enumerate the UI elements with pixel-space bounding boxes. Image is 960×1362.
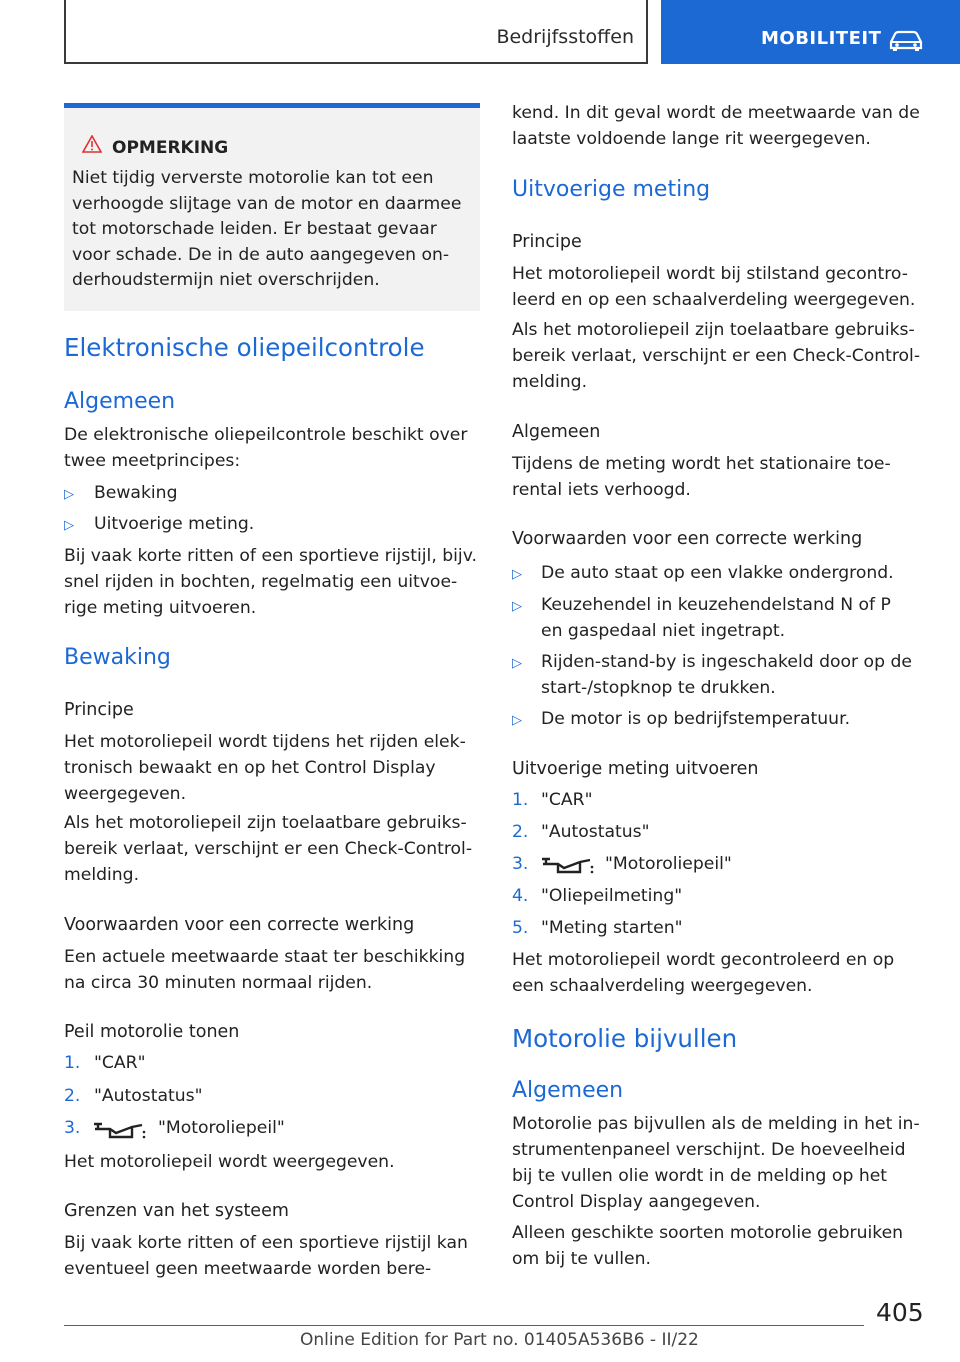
paragraph-line: snel rijden in bochten, regelmatig een uitvoe- — [64, 572, 458, 592]
bullet-marker: ▷ — [64, 487, 74, 502]
subheading-uitvoeren: Uitvoerige meting uitvoeren — [512, 759, 759, 779]
paragraph-line: Het motoroliepeil wordt tijdens het rijden elek- — [64, 732, 466, 752]
subheading-voorwaarden: Voorwaarden voor een correcte werking — [512, 529, 863, 549]
paragraph-line: rental iets verhoogd. — [512, 480, 691, 500]
section-title-oil-control: Elektronische oliepeilcontrole — [64, 333, 425, 362]
header-chapter-box — [661, 0, 960, 64]
paragraph-line: Een actuele meetwaarde staat ter beschikking — [64, 947, 466, 967]
step-text: "Autostatus" — [94, 1086, 203, 1106]
paragraph-line: Tijdens de meting wordt het stationaire toe- — [512, 454, 891, 474]
paragraph-line: Control Display aangegeven. — [512, 1192, 761, 1212]
step-text: "Motoroliepeil" — [158, 1118, 285, 1138]
subheading-principe: Principe — [512, 232, 582, 252]
step-number: 1. — [512, 790, 529, 810]
bullet-marker: ▷ — [512, 713, 522, 728]
paragraph-line: Het motoroliepeil wordt weergegeven. — [64, 1152, 395, 1172]
heading-uitvoerige-meting: Uitvoerige meting — [512, 177, 711, 202]
car-icon — [887, 28, 925, 52]
paragraph-line: kend. In dit geval wordt de meetwaarde van de — [512, 103, 920, 123]
list-item-cont: start-/stopknop te drukken. — [541, 678, 776, 698]
step-text: "Motoroliepeil" — [605, 854, 732, 874]
subheading-principe: Principe — [64, 700, 134, 720]
header-section-box — [64, 0, 648, 64]
paragraph-line: bij te vullen olie wordt in de melding op het — [512, 1166, 888, 1186]
paragraph-line: melding. — [64, 865, 140, 885]
list-item: De motor is op bedrijfstemperatuur. — [541, 709, 851, 729]
list-item: Bewaking — [94, 483, 178, 503]
header-section-label: Bedrijfsstoffen — [496, 26, 634, 48]
step-text: "Oliepeilmeting" — [541, 886, 683, 906]
paragraph-line: om bij te vullen. — [512, 1249, 651, 1269]
oil-can-icon — [92, 1120, 148, 1140]
header-chapter-label: MOBILITEIT — [761, 28, 882, 49]
bullet-marker: ▷ — [512, 599, 522, 614]
step-number: 3. — [64, 1118, 81, 1138]
oil-can-icon — [540, 855, 596, 875]
paragraph-line: laatste voldoende lange rit weergegeven. — [512, 129, 871, 149]
warning-icon — [82, 135, 102, 153]
paragraph-line: Alleen geschikte soorten motorolie gebruiken — [512, 1223, 904, 1243]
paragraph-line: Bij vaak korte ritten of een sportieve rijstijl, bijv. — [64, 546, 478, 566]
list-item: Uitvoerige meting. — [94, 514, 255, 534]
paragraph-line: bereik verlaat, verschijnt er een Check-Control- — [64, 839, 473, 859]
paragraph-line: melding. — [512, 372, 588, 392]
paragraph-line: na circa 30 minuten normaal rijden. — [64, 973, 373, 993]
list-item-cont: en gaspedaal niet ingetrapt. — [541, 621, 786, 641]
paragraph-line: twee meetprincipes: — [64, 451, 241, 471]
heading-algemeen: Algemeen — [512, 1078, 624, 1103]
heading-bewaking: Bewaking — [64, 645, 171, 670]
footer-edition: Online Edition for Part no. 01405A536B6 - II/22 — [300, 1330, 699, 1350]
step-text: "Autostatus" — [541, 822, 650, 842]
list-item: De auto staat op een vlakke ondergrond. — [541, 563, 894, 583]
subheading-voorwaarden: Voorwaarden voor een correcte werking — [64, 915, 415, 935]
paragraph-line: eventueel geen meetwaarde worden bere- — [64, 1259, 432, 1279]
paragraph-line: leerd en op een schaalverdeling weergegeven. — [512, 290, 916, 310]
bullet-marker: ▷ — [64, 518, 74, 533]
paragraph-line: Het motoroliepeil wordt bij stilstand gecontro- — [512, 264, 908, 284]
heading-algemeen: Algemeen — [64, 389, 176, 414]
step-number: 3. — [512, 854, 529, 874]
paragraph-line: Motorolie pas bijvullen als de melding in het in- — [512, 1114, 920, 1134]
section-title-bijvullen: Motorolie bijvullen — [512, 1024, 738, 1053]
page-number: 405 — [876, 1298, 924, 1327]
paragraph-line: rige meting uitvoeren. — [64, 598, 257, 618]
paragraph-line: weergegeven. — [64, 784, 187, 804]
paragraph-line: bereik verlaat, verschijnt er een Check-Control- — [512, 346, 921, 366]
bullet-marker: ▷ — [512, 656, 522, 671]
step-number: 2. — [512, 822, 529, 842]
paragraph-line: Het motoroliepeil wordt gecontroleerd en op — [512, 950, 895, 970]
step-text: "CAR" — [94, 1053, 146, 1073]
step-text: "Meting starten" — [541, 918, 683, 938]
paragraph-line: strumentenpaneel verschijnt. De hoeveelheid — [512, 1140, 906, 1160]
paragraph-line: een schaalverdeling weergegeven. — [512, 976, 813, 996]
list-item: Rijden-stand-by is ingeschakeld door op de — [541, 652, 912, 672]
paragraph-line: Bij vaak korte ritten of een sportieve rijstijl kan — [64, 1233, 468, 1253]
note-box — [64, 103, 480, 311]
step-number: 5. — [512, 918, 529, 938]
step-number: 4. — [512, 886, 529, 906]
bullet-marker: ▷ — [512, 567, 522, 582]
note-text: Niet tijdig ververste motorolie kan tot een verhoogde slijtage van de motor en daarmee tot motorschade leiden. Er bestaat gevaar voor schade. De in de auto aangegeven on-derhoudstermijn niet overschrijden. — [72, 168, 462, 290]
list-item: Keuzehendel in keuzehendelstand N of P — [541, 595, 891, 615]
subheading-grenzen: Grenzen van het systeem — [64, 1201, 289, 1221]
step-text: "CAR" — [541, 790, 593, 810]
paragraph-line: De elektronische oliepeilcontrole beschikt over — [64, 425, 468, 445]
step-number: 2. — [64, 1086, 81, 1106]
paragraph-line: Als het motoroliepeil zijn toelaatbare gebruiks- — [64, 813, 467, 833]
subheading-algemeen: Algemeen — [512, 422, 601, 442]
step-number: 1. — [64, 1053, 81, 1073]
paragraph-line: tronisch bewaakt en op het Control Display — [64, 758, 436, 778]
subheading-peil-tonen: Peil motorolie tonen — [64, 1022, 240, 1042]
note-title: OPMERKING — [112, 138, 229, 158]
footer-divider — [64, 1325, 864, 1326]
paragraph-line: Als het motoroliepeil zijn toelaatbare gebruiks- — [512, 320, 915, 340]
